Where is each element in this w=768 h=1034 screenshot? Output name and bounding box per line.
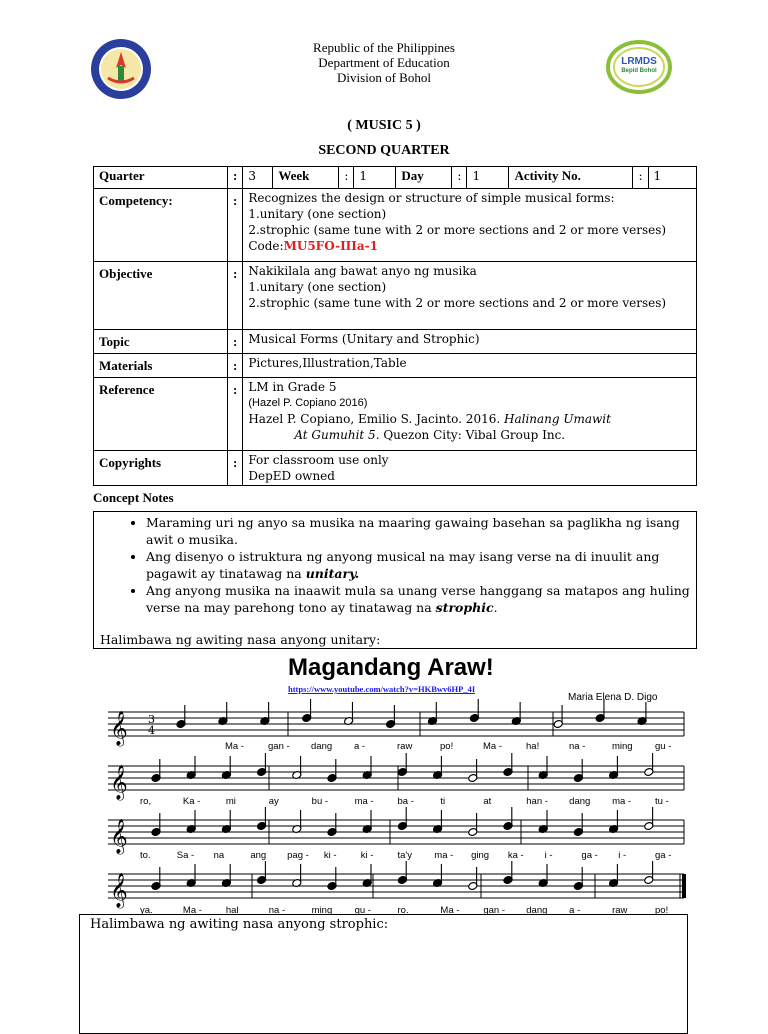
competency-line-3-text: 2.strophic (same tune with 2 or more sections and 2 or more verses) Code: [248, 223, 667, 253]
lyric-syllable: ming [612, 741, 633, 752]
concept-bullet-3-text: Ang anyong musika na inaawit mula sa unang verse hanggang sa matapos ang huling verse na may parehong tono ay tinatawag na [146, 583, 690, 615]
lyric-syllable: ro, [140, 796, 152, 807]
lyric-syllable: ma - [434, 850, 454, 861]
competency-label: Competency: [94, 189, 228, 262]
colon: : [452, 167, 467, 189]
lyric-syllable: hal [225, 905, 239, 916]
lyric-syllable: i - [618, 850, 627, 861]
song-composer: Maria Elena D. Digo [568, 692, 658, 703]
lyric-syllable: Ka - [182, 796, 201, 807]
concept-notes-label: Concept Notes [93, 490, 174, 505]
lyric-syllable: i - [544, 850, 553, 861]
lyric-syllable: bu - [311, 796, 329, 807]
reference-book-title-cont: At Gumuhit 5. [294, 428, 380, 442]
lyric-syllable: gan - [483, 905, 505, 916]
time-signature-top: 3 [148, 713, 155, 726]
lyric-syllable: at [483, 796, 492, 807]
reference-line-1: LM in Grade 5 [248, 380, 337, 394]
concept-bullet-1: • Maraming uri ng anyo sa musika na maaring gawaing basehan sa paglikha ng isang awit o musika. [146, 514, 696, 548]
day-value: 1 [467, 167, 509, 189]
activity-label: Activity No. [509, 167, 633, 189]
lyric-syllable: Ma - [225, 741, 244, 752]
lyric-syllable: Ma - [182, 905, 202, 916]
lyric-syllable: ma - [354, 796, 374, 807]
copyrights-line-2: DepED owned [248, 469, 335, 483]
lyric-syllable: ga - [581, 850, 598, 861]
competency-line-1: Recognizes the design or structure of simple musical forms: [248, 191, 615, 205]
colon: : [339, 167, 354, 189]
lyric-syllable: Sa - [176, 850, 195, 861]
topic-value: Musical Forms (Unitary and Strophic) [243, 330, 697, 354]
lyric-syllable: ha! [526, 741, 540, 752]
lyric-syllable: Ma - [483, 741, 502, 752]
lyric-syllable: a - [354, 741, 366, 752]
lyric-syllable: raw [612, 905, 628, 916]
colon: : [228, 451, 243, 486]
week-value: 1 [354, 167, 396, 189]
objective-line-3: 2.strophic (same tune with 2 or more sections and 2 or more verses) [248, 296, 667, 310]
colon: : [228, 354, 243, 378]
quarter-value: 3 [243, 167, 273, 189]
lyric-syllable: raw [397, 741, 413, 752]
lyric-syllable: dang [569, 796, 591, 807]
colon: : [228, 262, 243, 330]
concept-bullet-3-end: . [493, 600, 498, 615]
lyric-syllable: na - [569, 741, 586, 752]
lyric-syllable: gu - [655, 741, 672, 752]
treble-clef-icon: 𝄞 [110, 765, 128, 800]
strophic-example-box [79, 914, 688, 1034]
lyric-syllable: na [213, 850, 225, 861]
week-label: Week [273, 167, 339, 189]
strophic-term: strophic [435, 600, 494, 615]
reference-label: Reference [94, 378, 228, 451]
reference-book-title: Halinang Umawit [503, 412, 611, 426]
objective-line-2: 1.unitary (one section) [248, 280, 387, 294]
time-signature-bottom: 4 [148, 724, 155, 737]
concept-bullet-2-text: Ang disenyo o istruktura ng anyong musical na may isang verse na di inuulit ang pagawit ay tinatawag na [146, 549, 660, 581]
lyric-syllable: na - [268, 905, 286, 916]
lyric-syllable: han - [526, 796, 548, 807]
lyric-syllable: gu - [354, 905, 371, 916]
subject-title: ( MUSIC 5 ) [347, 118, 421, 133]
treble-clef-icon: 𝄞 [110, 711, 128, 746]
treble-clef-icon: 𝄞 [110, 873, 128, 908]
lyric-syllable: ya. [140, 905, 153, 916]
objective-label: Objective [94, 262, 228, 330]
lyric-syllable: ging [471, 850, 490, 861]
lyric-syllable: ang [250, 850, 267, 861]
reference-publisher: Quezon City: Vibal Group Inc. [379, 428, 566, 442]
quarter-label: Quarter [94, 167, 228, 189]
lyric-syllable: dang [311, 741, 333, 752]
materials-value: Pictures,Illustration,Table [243, 354, 697, 378]
lyric-syllable: ay [268, 796, 279, 807]
lyric-syllable: Ma - [440, 905, 460, 916]
header-line-1: Republic of the Philippines [313, 40, 455, 55]
lyric-syllable: ka - [507, 850, 524, 861]
activity-value: 1 [648, 167, 696, 189]
lyric-syllable: ki - [323, 850, 337, 861]
lyric-syllable: a - [569, 905, 581, 916]
lyric-syllable: pag - [287, 850, 309, 861]
colon: : [228, 378, 243, 451]
lyric-syllable: tu - [655, 796, 669, 807]
song-video-link[interactable]: https://www.youtube.com/watch?v=HKBwv6HP_4I [288, 684, 476, 694]
objective-line-1: Nakikilala ang bawat anyo ng musika [248, 264, 477, 278]
competency-line-2: 1.unitary (one section) [248, 207, 387, 221]
lyric-syllable: ming [311, 905, 333, 916]
lyric-syllable: ba - [397, 796, 414, 807]
song-title: Magandang Araw! [288, 654, 494, 681]
lrmds-logo-subtext: Bepid Bohol [621, 68, 657, 74]
treble-clef-icon: 𝄞 [110, 819, 128, 854]
copyrights-label: Copyrights [94, 451, 228, 486]
lrmds-logo-text: LRMDS [621, 56, 657, 67]
lyric-syllable: po! [655, 905, 669, 916]
day-label: Day [396, 167, 452, 189]
topic-label: Topic [94, 330, 228, 354]
lyric-syllable: mi [225, 796, 236, 807]
competency-code: MU5FO-IIIa-1 [283, 239, 379, 253]
unitary-term: unitary. [305, 566, 360, 581]
lyric-syllable: to. [140, 850, 151, 861]
colon: : [228, 330, 243, 354]
header-line-2: Department of Education [318, 55, 450, 70]
lyric-syllable: gan - [268, 741, 290, 752]
lyric-syllable: ta'y [397, 850, 412, 861]
colon: : [633, 167, 648, 189]
colon: : [228, 189, 243, 262]
header-line-3: Division of Bohol [337, 70, 431, 85]
strophic-example-label: Halimbawa ng awiting nasa anyong strophic: [90, 917, 389, 932]
reference-line-2: (Hazel P. Copiano 2016) [248, 397, 368, 409]
lyric-syllable: ma - [612, 796, 632, 807]
copyrights-line-1: For classroom use only [248, 453, 389, 467]
lyric-syllable: po! [440, 741, 454, 752]
lyric-syllable: ro. [397, 905, 409, 916]
lyric-syllable: ki - [360, 850, 374, 861]
reference-line-3-text: Hazel P. Copiano, Emilio S. Jacinto. 2016. [248, 412, 504, 426]
lyric-syllable: ti [440, 796, 446, 807]
lyric-syllable: ga - [655, 850, 672, 861]
colon: : [228, 167, 243, 189]
unitary-example-label: Halimbawa ng awiting nasa anyong unitary: [100, 632, 381, 647]
quarter-title: SECOND QUARTER [318, 143, 450, 158]
lyric-syllable: dang [526, 905, 548, 916]
materials-label: Materials [94, 354, 228, 378]
